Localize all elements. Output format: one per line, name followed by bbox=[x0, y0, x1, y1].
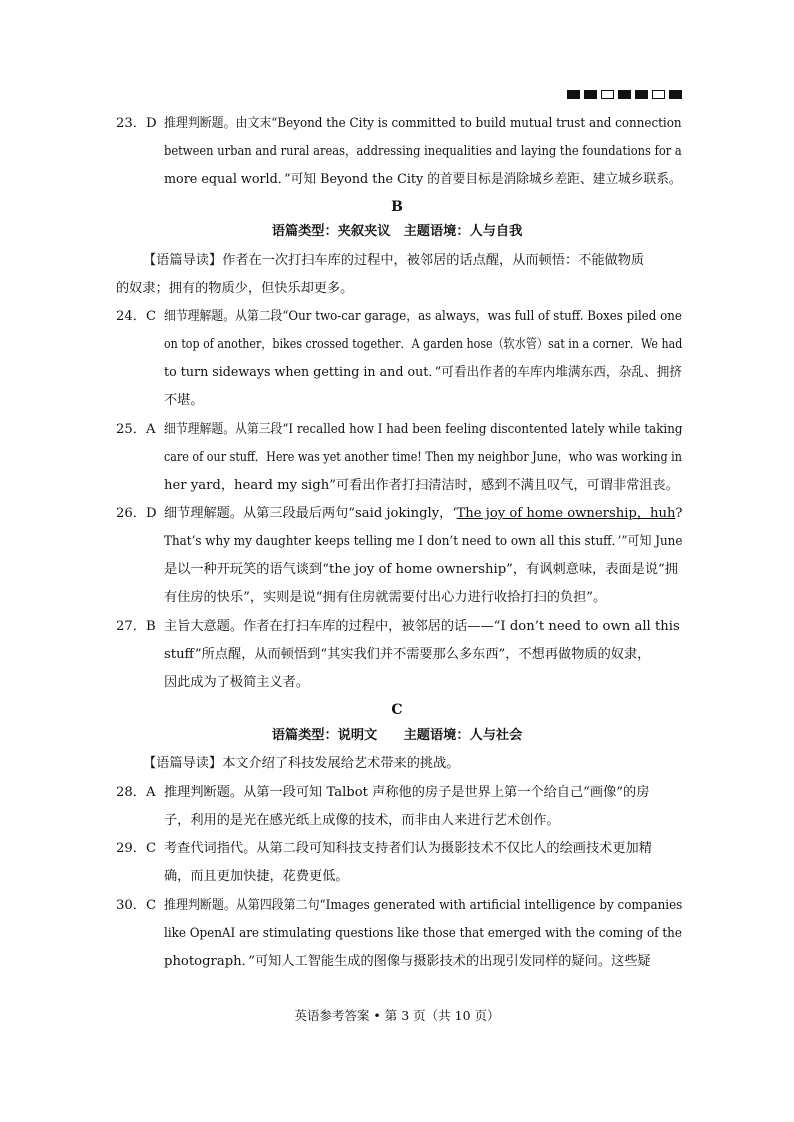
header-mark bbox=[669, 90, 682, 99]
answer-text: 细节理解题。从第二段“Our two-car garage，as always，was full of stuff. Boxes piled one bbox=[164, 309, 682, 324]
answer-text bbox=[164, 505, 682, 523]
header-mark bbox=[652, 90, 665, 99]
header-mark bbox=[618, 90, 631, 99]
answer-text: to turn sideways when getting in and out．”可看出作者的车库内堆满东西，杂乱、拥挤 bbox=[164, 365, 682, 380]
answer-text: 有住房的快乐”，实则是说“拥有住房就需要付出心力进行收拾打扫的负担”。 bbox=[164, 590, 607, 605]
page-footer: 英语参考答案 • 第 3 页（共 10 页） bbox=[294, 1008, 500, 1023]
answer-text: care of our stuff．Here was yet another time! Then my neighbor June，who was working in bbox=[164, 450, 682, 465]
answer-text: her yard，heard my sigh”可看出作者打扫清洁时，感到不满且叹气，可谓非常沮丧。 bbox=[164, 478, 679, 493]
answer-number: 26．D bbox=[116, 506, 157, 521]
answer-text: That’s why my daughter keeps telling me I don’t need to own all this stuff．’”可知 June bbox=[164, 534, 683, 549]
answer-text: like OpenAI are stimulating questions like those that emerged with the coming of the bbox=[164, 926, 682, 941]
answer-text: 推理判断题。由文末“Beyond the City is committed to build mutual trust and connection bbox=[164, 116, 682, 131]
answer-text: 子，利用的是光在感光纸上成像的技术，而非由人来进行艺术创作。 bbox=[164, 813, 560, 828]
answer-text: stuff”所点醒，从而顿悟到“其实我们并不需要那么多东西”，不想再做物质的奴隶， bbox=[164, 647, 651, 662]
answer-text: 考查代词指代。从第二段可知科技支持者们认为摄影技术不仅比人的绘画技术更加精 bbox=[164, 841, 652, 856]
answer-text: 确，而且更加快捷，花费更低。 bbox=[164, 869, 349, 884]
answer-text: between urban and rural areas，addressing inequalities and laying the foundations for a bbox=[164, 144, 682, 159]
underlined-quote: The joy of home ownership，huh bbox=[456, 506, 676, 521]
answer-number: 24．C bbox=[116, 309, 157, 324]
answer-text: 推理判断题。从第一段可知 Talbot 声称他的房子是世界上第一个给自己“画像”的房 bbox=[164, 785, 650, 800]
section-letter: C bbox=[391, 702, 403, 718]
answer-text: 是以一种开玩笑的语气谈到“the joy of home ownership”，有讽刺意味，表面是说“拥 bbox=[164, 562, 678, 577]
answer-text: 细节理解题。从第三段“I recalled how I had been feeling discontented lately while taking bbox=[164, 422, 683, 437]
header-mark bbox=[601, 90, 614, 99]
answer-text: 主旨大意题。作者在打扫车库的过程中，被邻居的话——“I don’t need to own all this bbox=[164, 619, 680, 634]
answer-number: 29．C bbox=[116, 841, 157, 856]
answer-text-part: 细节理解题。从第三段最后两句“said jokingly，‘ bbox=[164, 506, 457, 521]
answer-number: 23．D bbox=[116, 116, 157, 131]
answer-text: 推理判断题。从第四段第二句“Images generated with artificial intelligence by companies bbox=[164, 898, 683, 913]
answer-number: 30．C bbox=[116, 898, 157, 913]
answer-text: more equal world．”可知 Beyond the City 的首要目标是消除城乡差距、建立城乡联系。 bbox=[164, 172, 682, 187]
answer-text: 不堪。 bbox=[164, 393, 204, 408]
header-mark bbox=[567, 90, 580, 99]
section-letter: B bbox=[391, 199, 403, 215]
reading-guide: 的奴隶；拥有的物质少，但快乐却更多。 bbox=[116, 281, 354, 296]
answer-text: on top of another，bikes crossed together．A garden hose（软水管）sat in a corner．We had bbox=[164, 337, 683, 352]
answer-text: 因此成为了极简主义者。 bbox=[164, 675, 310, 690]
answer-number: 27．B bbox=[116, 619, 156, 634]
header-marks bbox=[567, 90, 682, 99]
answer-text: photograph．”可知人工智能生成的图像与摄影技术的出现引发同样的疑问。这些疑 bbox=[164, 954, 651, 969]
header-mark bbox=[584, 90, 597, 99]
reading-guide: 【语篇导读】作者在一次打扫车库的过程中，被邻居的话点醒，从而顿悟：不能做物质 bbox=[143, 253, 645, 268]
section-type: 语篇类型：夹叙夹议 主题语境：人与自我 bbox=[271, 224, 523, 239]
reading-guide: 【语篇导读】本文介绍了科技发展给艺术带来的挑战。 bbox=[143, 756, 460, 771]
section-type: 语篇类型：说明文 主题语境：人与社会 bbox=[271, 728, 523, 743]
answer-number: 25．A bbox=[116, 422, 156, 437]
answer-number: 28．A bbox=[116, 785, 156, 800]
header-mark bbox=[635, 90, 648, 99]
answer-text-part: ? bbox=[675, 506, 683, 521]
